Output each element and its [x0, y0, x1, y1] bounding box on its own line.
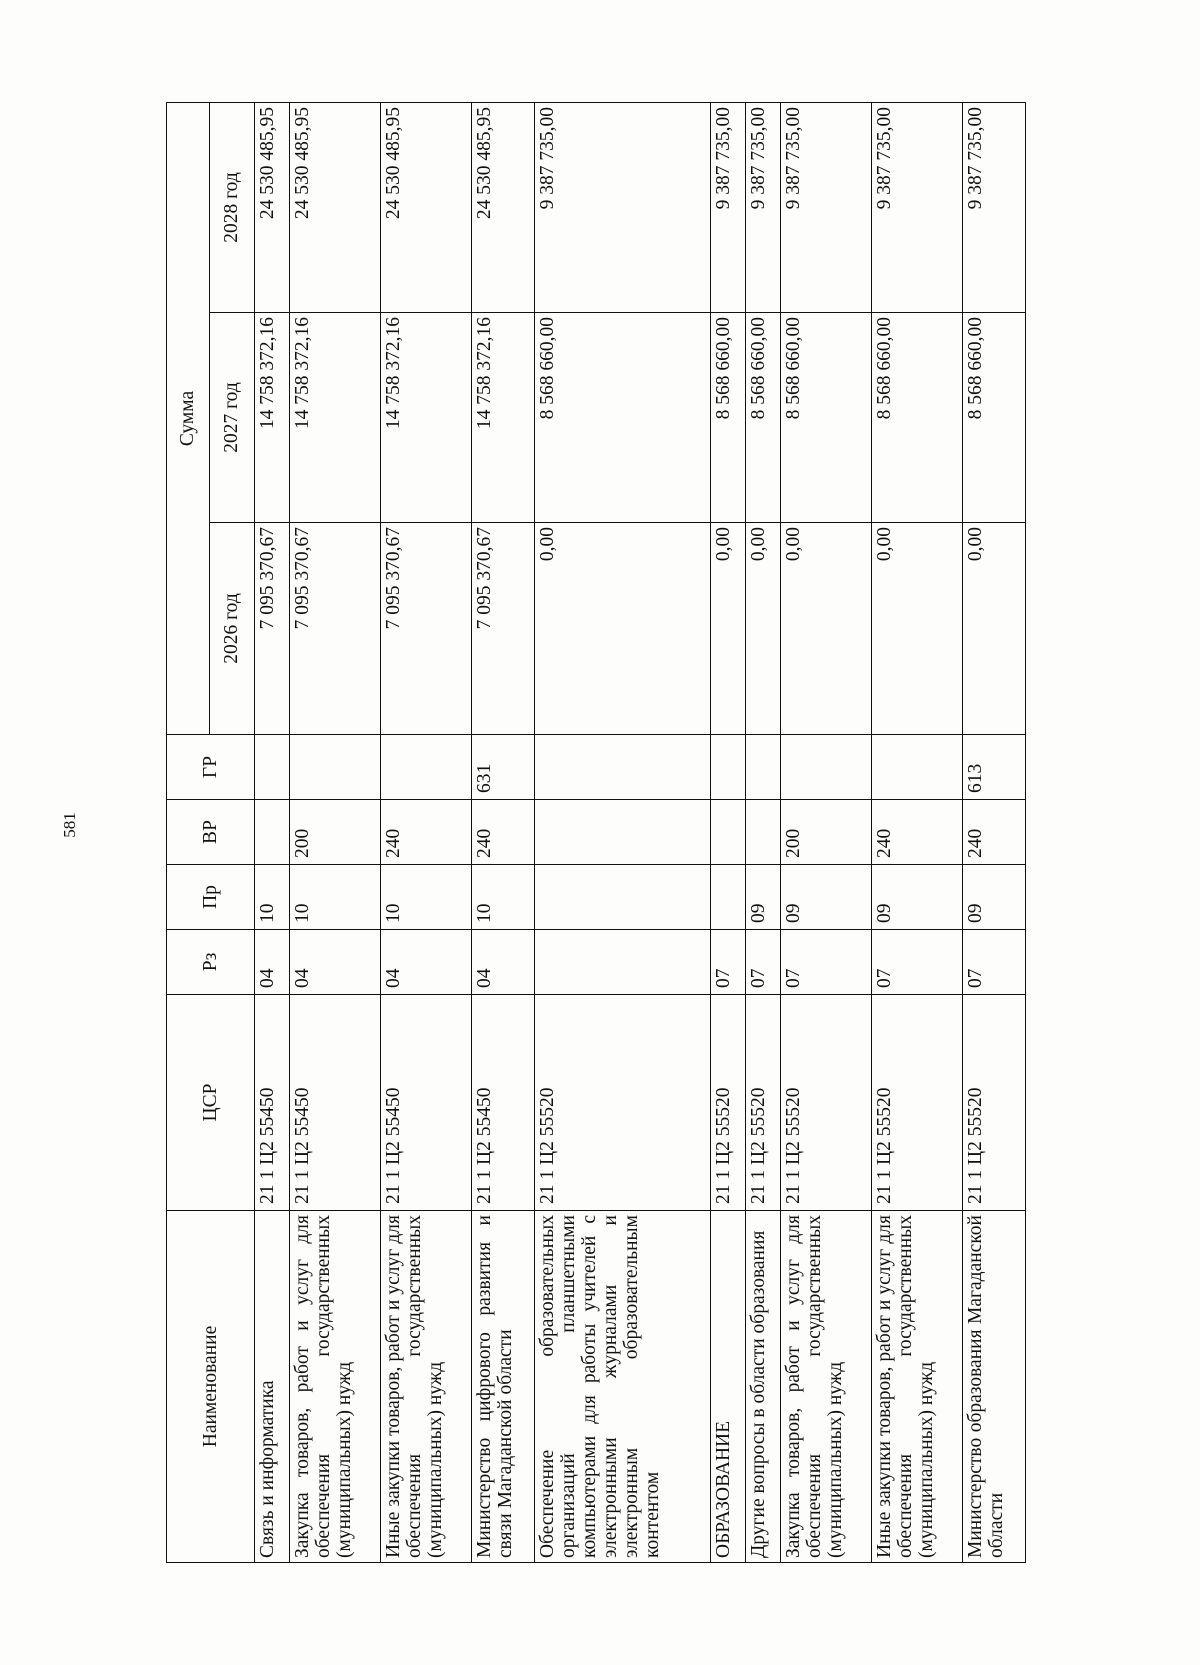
row-gr-cell	[780, 735, 871, 800]
header-name: Наименование	[167, 1211, 255, 1563]
row-2027-cell: 8 568 660,00	[745, 313, 780, 523]
row-vr-cell	[535, 800, 711, 865]
row-2028-cell: 9 387 735,00	[535, 103, 711, 313]
row-rz-cell: 07	[745, 930, 780, 995]
row-pr-cell: 10	[255, 865, 290, 930]
row-gr-cell	[381, 735, 472, 800]
row-2026-cell: 0,00	[962, 523, 1025, 735]
row-2028-cell: 9 387 735,00	[962, 103, 1025, 313]
row-pr-cell: 10	[381, 865, 472, 930]
table-row	[535, 103, 711, 1563]
row-csr-cell: 21 1 Ц2 55450	[255, 995, 290, 1211]
row-csr-cell: 21 1 Ц2 55520	[710, 995, 745, 1211]
row-gr-cell: 631	[472, 735, 535, 800]
row-pr-cell: 09	[962, 865, 1025, 930]
row-gr-cell: 613	[962, 735, 1025, 800]
row-csr-cell: 21 1 Ц2 55520	[780, 995, 871, 1211]
row-2026-cell: 7 095 370,67	[289, 523, 380, 735]
row-name-cell: Закупка товаров, работ и услуг для обеспечения государственных (муниципальных) нужд	[289, 1211, 380, 1563]
header-rz: Рз	[167, 930, 255, 995]
row-2027-cell: 14 758 372,16	[255, 313, 290, 523]
row-rz-cell	[535, 930, 711, 995]
row-2026-cell: 0,00	[745, 523, 780, 735]
row-gr-cell	[255, 735, 290, 800]
row-gr-cell	[745, 735, 780, 800]
row-rz-cell: 04	[381, 930, 472, 995]
row-2026-cell: 0,00	[710, 523, 745, 735]
row-pr-cell: 10	[472, 865, 535, 930]
row-vr-cell: 240	[871, 800, 962, 865]
row-2026-cell: 0,00	[871, 523, 962, 735]
row-2027-cell: 8 568 660,00	[710, 313, 745, 523]
row-csr-cell: 21 1 Ц2 55520	[745, 995, 780, 1211]
header-vr: ВР	[167, 800, 255, 865]
row-vr-cell: 240	[381, 800, 472, 865]
row-2028-cell: 24 530 485,95	[289, 103, 380, 313]
row-rz-cell: 07	[871, 930, 962, 995]
row-pr-cell: 09	[745, 865, 780, 930]
row-csr-cell: 21 1 Ц2 55450	[289, 995, 380, 1211]
row-csr-cell: 21 1 Ц2 55520	[535, 995, 711, 1211]
row-name-cell: Связь и информатика	[255, 1211, 290, 1563]
header-2027: 2027 год	[210, 313, 255, 523]
row-pr-cell: 10	[289, 865, 380, 930]
page-number: 581	[60, 812, 79, 838]
row-2028-cell: 9 387 735,00	[745, 103, 780, 313]
row-rz-cell: 04	[472, 930, 535, 995]
table-row	[710, 103, 745, 1563]
row-2027-cell: 14 758 372,16	[381, 313, 472, 523]
row-name-cell: Обеспечение образовательных организаций планшетными компьютерами для работы учителей с электронными журналами и электронным образовательным контентом	[535, 1211, 711, 1563]
row-2026-cell: 7 095 370,67	[381, 523, 472, 735]
header-csr: ЦСР	[167, 995, 255, 1211]
row-csr-cell: 21 1 Ц2 55450	[381, 995, 472, 1211]
row-pr-cell: 09	[780, 865, 871, 930]
row-2027-cell: 14 758 372,16	[472, 313, 535, 523]
row-name-cell: ОБРАЗОВАНИЕ	[710, 1211, 745, 1563]
row-csr-cell: 21 1 Ц2 55520	[962, 995, 1025, 1211]
row-2026-cell: 7 095 370,67	[472, 523, 535, 735]
table-row	[745, 103, 780, 1563]
row-pr-cell: 09	[871, 865, 962, 930]
budget-table	[166, 102, 1026, 1563]
row-2026-cell: 7 095 370,67	[255, 523, 290, 735]
table-row	[381, 103, 472, 1563]
row-gr-cell	[535, 735, 711, 800]
row-vr-cell	[745, 800, 780, 865]
row-name-cell: Иные закупки товаров, работ и услуг для обеспечения государственных (муниципальных) нужд	[381, 1211, 472, 1563]
row-csr-cell: 21 1 Ц2 55450	[472, 995, 535, 1211]
row-vr-cell: 200	[780, 800, 871, 865]
row-rz-cell: 07	[780, 930, 871, 995]
row-rz-cell: 04	[289, 930, 380, 995]
table-row	[472, 103, 535, 1563]
table-row	[289, 103, 380, 1563]
row-vr-cell: 240	[472, 800, 535, 865]
row-gr-cell	[871, 735, 962, 800]
table-row	[780, 103, 871, 1563]
row-2027-cell: 8 568 660,00	[535, 313, 711, 523]
row-csr-cell: 21 1 Ц2 55520	[871, 995, 962, 1211]
row-2027-cell: 8 568 660,00	[780, 313, 871, 523]
row-name-cell: Иные закупки товаров, работ и услуг для обеспечения государственных (муниципальных) нужд	[871, 1211, 962, 1563]
header-sum: Сумма	[167, 103, 210, 735]
row-2028-cell: 24 530 485,95	[381, 103, 472, 313]
row-pr-cell	[710, 865, 745, 930]
row-vr-cell: 240	[962, 800, 1025, 865]
row-2028-cell: 9 387 735,00	[710, 103, 745, 313]
table-row	[871, 103, 962, 1563]
table-body	[255, 103, 1026, 1563]
row-rz-cell: 07	[710, 930, 745, 995]
row-vr-cell	[255, 800, 290, 865]
row-rz-cell: 04	[255, 930, 290, 995]
row-name-cell: Закупка товаров, работ и услуг для обеспечения государственных (муниципальных) нужд	[780, 1211, 871, 1563]
header-2028: 2028 год	[210, 103, 255, 313]
row-vr-cell	[710, 800, 745, 865]
row-name-cell: Министерство образования Магаданской области	[962, 1211, 1025, 1563]
row-2028-cell: 24 530 485,95	[472, 103, 535, 313]
row-name-cell: Министерство цифрового развития и связи Магаданской области	[472, 1211, 535, 1563]
row-2028-cell: 9 387 735,00	[780, 103, 871, 313]
row-rz-cell: 07	[962, 930, 1025, 995]
row-2027-cell: 8 568 660,00	[871, 313, 962, 523]
row-2028-cell: 9 387 735,00	[871, 103, 962, 313]
header-pr: Пр	[167, 865, 255, 930]
budget-table-page	[166, 103, 1026, 1563]
row-2028-cell: 24 530 485,95	[255, 103, 290, 313]
table-row	[962, 103, 1025, 1563]
row-gr-cell	[710, 735, 745, 800]
header-2026: 2026 год	[210, 523, 255, 735]
row-pr-cell	[535, 865, 711, 930]
row-2027-cell: 14 758 372,16	[289, 313, 380, 523]
row-vr-cell: 200	[289, 800, 380, 865]
row-2027-cell: 8 568 660,00	[962, 313, 1025, 523]
row-gr-cell	[289, 735, 380, 800]
row-2026-cell: 0,00	[780, 523, 871, 735]
row-name-cell: Другие вопросы в области образования	[745, 1211, 780, 1563]
row-2026-cell: 0,00	[535, 523, 711, 735]
table-row	[255, 103, 290, 1563]
header-gr: ГР	[167, 735, 255, 800]
